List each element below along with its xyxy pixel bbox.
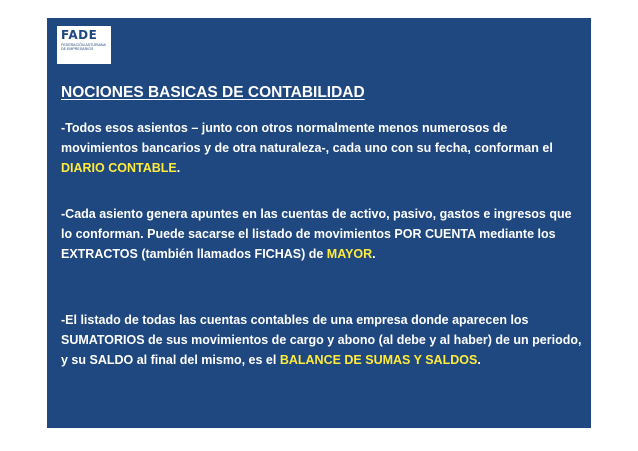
highlight-balance-sumas-saldos: BALANCE DE SUMAS Y SALDOS bbox=[279, 353, 478, 367]
paragraph-text: -Todos esos asientos – junto con otros normalmente menos numerosos de movimientos bancarios y de otra naturaleza-, cada uno con su fecha, conforman el bbox=[61, 121, 553, 155]
fade-logo bbox=[57, 26, 111, 64]
highlight-diario-contable: DIARIO CONTABLE bbox=[61, 161, 177, 175]
paragraph-text: -El listado de todas las cuentas contables de una empresa donde aparecen los SUMATORIOS de sus movimientos de cargo y abono (al debe y al haber) de un periodo, y su SALDO al final del mismo, es el bbox=[61, 313, 582, 367]
slide-panel bbox=[47, 18, 591, 428]
paragraph-end: . bbox=[477, 353, 481, 367]
paragraph-mayor bbox=[61, 204, 586, 264]
logo-subtitle: FEDERACIÓN ASTURIANA DE EMPRESARIOS bbox=[61, 43, 106, 51]
logo-wordmark: FADE bbox=[61, 28, 98, 42]
paragraph-balance bbox=[61, 310, 586, 370]
slide-title: NOCIONES BASICAS DE CONTABILIDAD bbox=[61, 84, 365, 101]
highlight-mayor: MAYOR bbox=[326, 247, 373, 261]
paragraph-end: . bbox=[372, 247, 376, 261]
paragraph-end: . bbox=[176, 161, 181, 175]
paragraph-text: -Cada asiento genera apuntes en las cuentas de activo, pasivo, gastos e ingresos que lo conforman. Puede sacarse el listado de movimientos POR CUENTA mediante los EXTRACTOS (también llamados FICHAS) de bbox=[61, 207, 572, 261]
paragraph-diario bbox=[61, 118, 586, 178]
